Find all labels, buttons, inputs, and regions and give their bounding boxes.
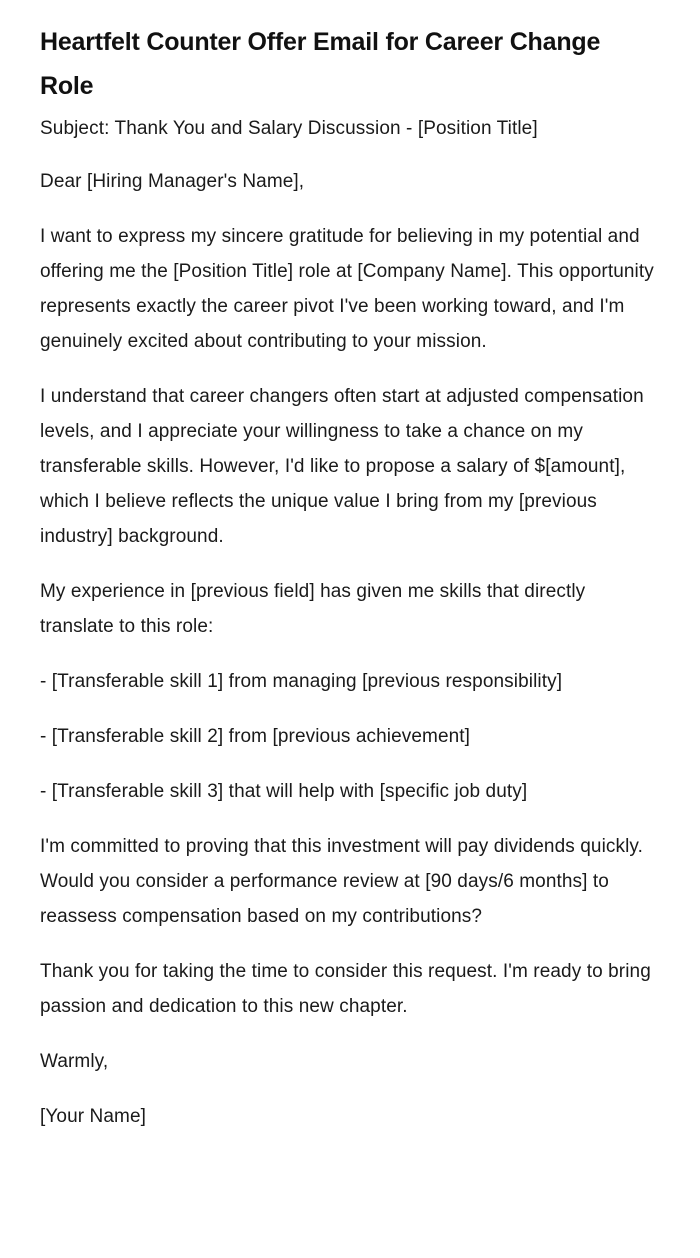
email-closing: Warmly,: [40, 1051, 109, 1072]
body-paragraph-gratitude: I want to express my sincere gratitude for believing in my potential and offering me the [Position Title] role at [Company Name]. This opportunity represents exactly the career pivot I've been working toward, and I'm genuinely excited about contributing to your mission.: [40, 226, 654, 352]
skill-list-item: - [Transferable skill 2] from [previous achievement]: [40, 726, 471, 747]
body-paragraph-salary-proposal: I understand that career changers often start at adjusted compensation levels, and I appreciate your willingness to take a chance on my transferable skills. However, I'd like to propose a salary of $[amount], which I believe reflects the unique value I bring from my [previous industry] background.: [40, 386, 644, 547]
email-signature: [Your Name]: [40, 1106, 147, 1127]
body-paragraph-experience: My experience in [previous field] has given me skills that directly translate to this role:: [40, 581, 586, 637]
body-paragraph-performance-review: I'm committed to proving that this investment will pay dividends quickly. Would you consider a performance review at [90 days/6 months] to reassess compensation based on my contributions?: [40, 836, 643, 927]
email-greeting: Dear [Hiring Manager's Name],: [40, 171, 305, 192]
skill-list-item: - [Transferable skill 3] that will help with [specific job duty]: [40, 781, 528, 802]
body-paragraph-thanks: Thank you for taking the time to consider this request. I'm ready to bring passion and dedication to this new chapter.: [40, 961, 651, 1017]
email-subject-line: Subject: Thank You and Salary Discussion - [Position Title]: [40, 118, 538, 139]
document-title: Heartfelt Counter Offer Email for Career Change Role: [40, 28, 601, 100]
skill-list-item: - [Transferable skill 1] from managing [previous responsibility]: [40, 671, 563, 692]
